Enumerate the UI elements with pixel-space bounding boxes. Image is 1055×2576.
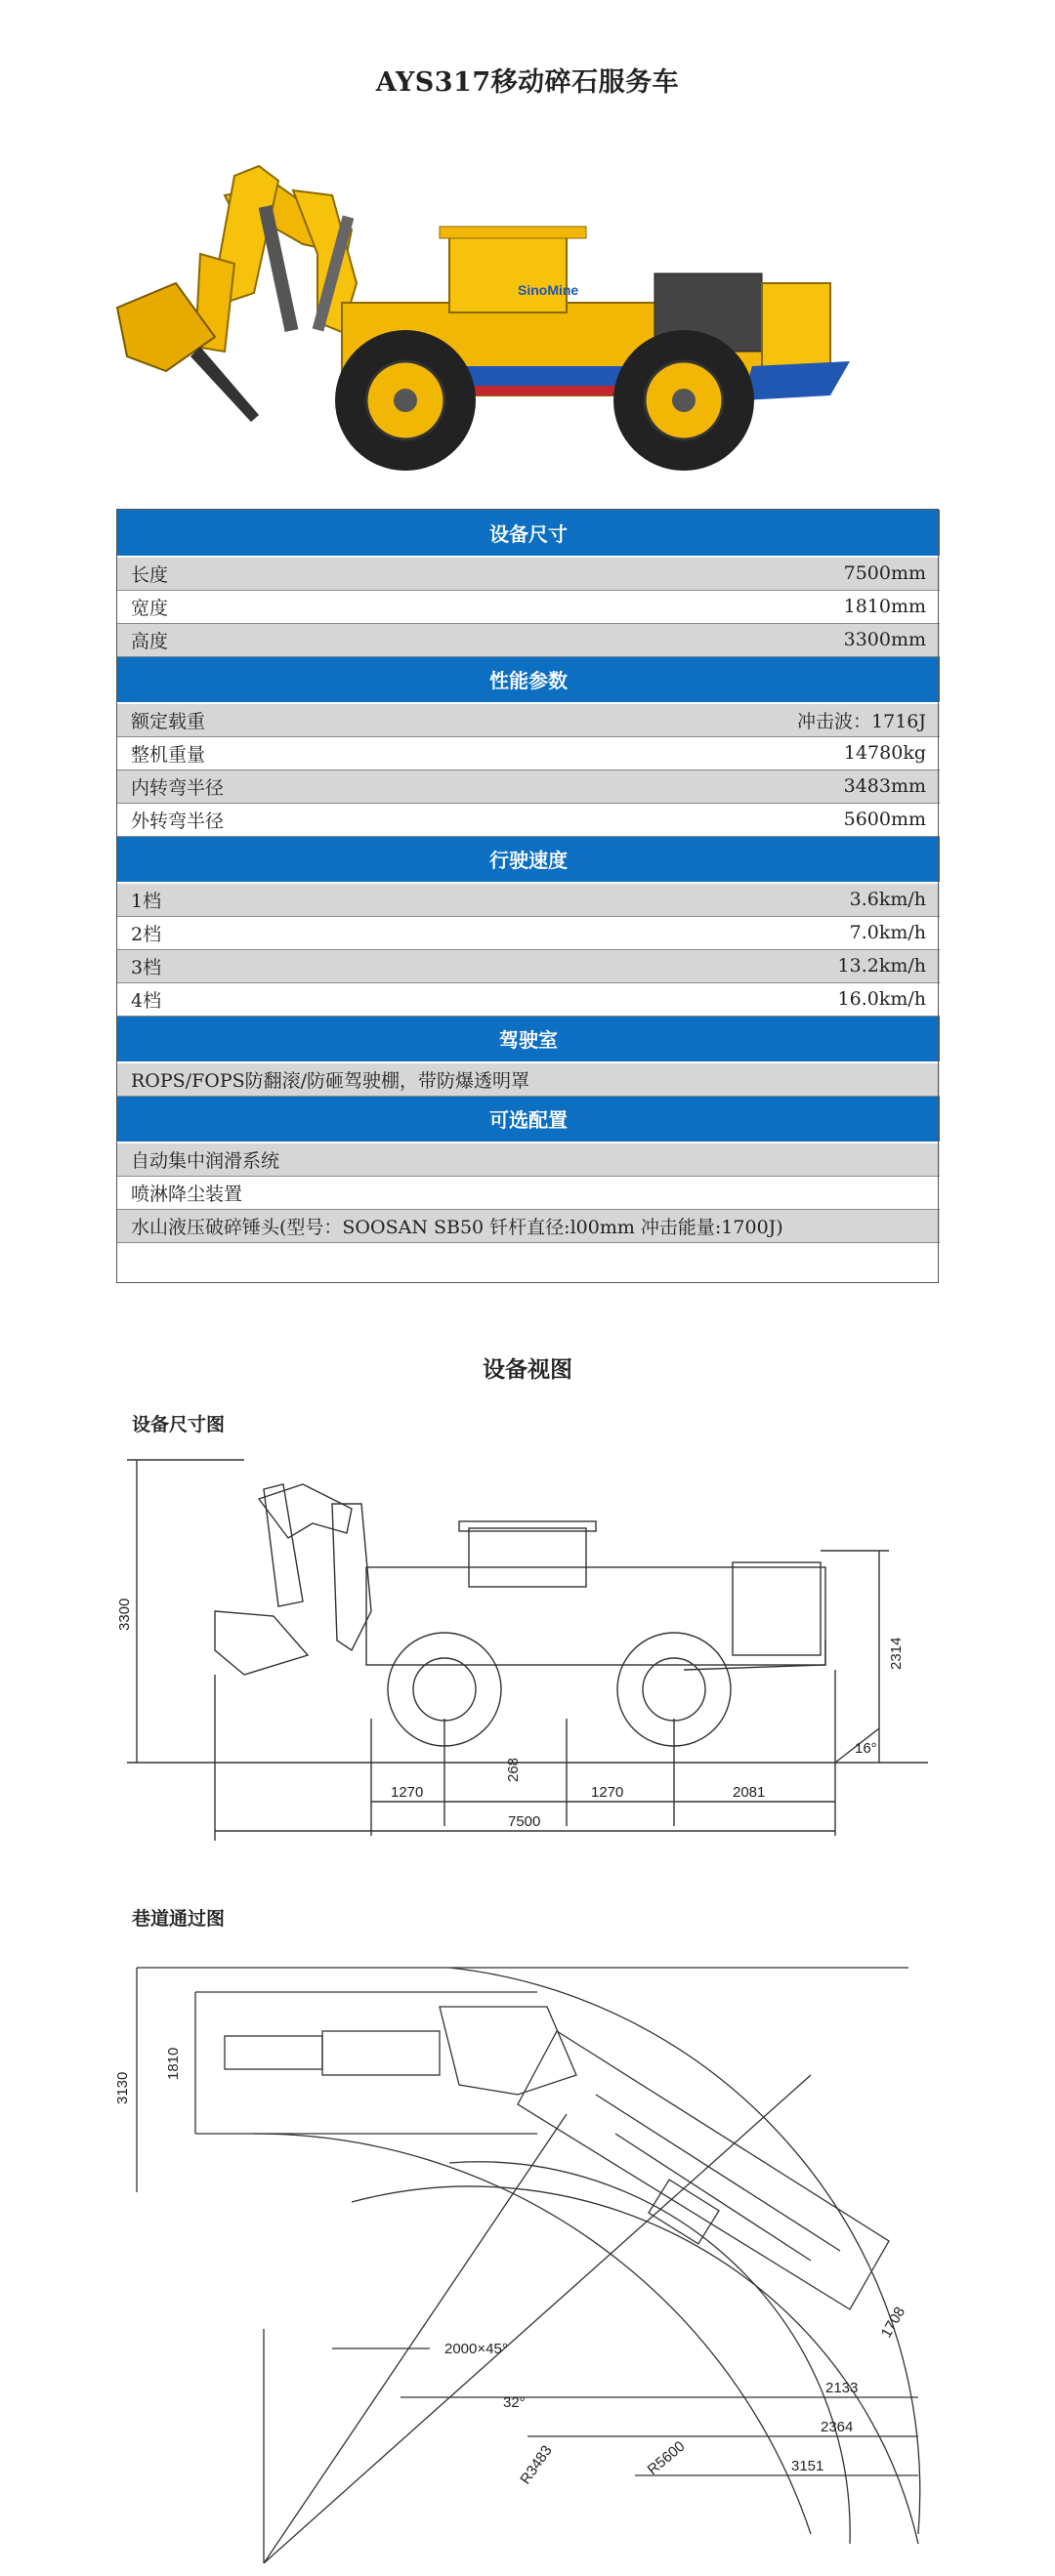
dim-d1: 2133 [825,2380,859,2396]
spec-label: 4档 [131,989,162,1012]
dim-r-outer: R5600 [644,2437,689,2479]
dim-rear: 2081 [733,1784,766,1801]
spec-label: 内转弯半径 [131,776,225,799]
section-header-label: 性能参数 [489,669,568,693]
spec-label: 长度 [131,563,169,586]
spec-row [117,883,940,916]
spec-value: 7.0km/h [849,922,926,943]
dim-side: 1708 [877,2304,909,2341]
spec-label: 额定载重 [131,710,206,732]
dim-angle32: 32° [503,2394,526,2411]
spec-value: 7500mm [843,562,926,585]
dim-wb1: 1270 [391,1784,424,1801]
spec-row [117,916,940,949]
dim-d3: 3151 [791,2458,824,2474]
spec-value: 1810mm [843,596,926,617]
spec-value [794,1176,940,1209]
spec-value: 3300mm [843,629,926,650]
spec-label: 自动集中润滑系统 [131,1149,280,1172]
dim-r-inner: R3483 [517,2442,556,2488]
spec-row [117,982,940,1016]
spec-label: ROPS/FOPS防翻滚/防砸驾驶棚，带防爆透明罩 [131,1069,530,1092]
spec-row [117,1209,940,1242]
section-header-label: 驾驶室 [499,1028,558,1053]
dimension-drawing [107,1445,948,1855]
spec-label: 宽度 [131,597,169,619]
dim-wb2: 1270 [591,1784,624,1801]
page-title: AYS317移动碎石服务车 [375,67,680,98]
spec-value [794,1062,940,1096]
spec-value: 3.6km/h [849,889,926,911]
dim-chamfer: 2000×45° [444,2341,508,2357]
spec-value: 14780kg [843,742,926,764]
section-header-label: 行驶速度 [489,849,568,873]
spec-value: 16.0km/h [837,988,926,1010]
spec-value: 13.2km/h [837,955,926,976]
tunnel-view-title: 巷道通过图 [132,1908,226,1930]
spec-label: 喷淋降尘装置 [131,1183,243,1205]
spec-label: 1档 [131,890,162,912]
dimension-view-title: 设备尺寸图 [132,1414,226,1435]
section-header-label: 设备尺寸 [489,522,568,546]
section-header [117,656,940,703]
vehicle-photo [107,137,948,498]
spec-row [117,803,940,836]
dim-angle: 16° [855,1740,877,1757]
dim-height: 3300 [116,1598,133,1631]
dim-width: 1810 [165,2047,182,2080]
spec-row [117,1176,940,1209]
spec-label: 整机重量 [131,743,206,766]
spec-label: 外转弯半径 [131,810,225,832]
section-header [117,1016,940,1062]
spec-row [117,590,940,623]
spec-value: 冲击波：1716J [797,710,926,732]
spec-row [117,769,940,803]
dim-ground: 268 [505,1757,522,1782]
dim-d2: 2364 [821,2419,854,2435]
spec-value: 3483mm [843,775,926,797]
spec-value [794,1143,940,1176]
spec-table [117,510,940,1243]
spec-value [794,1209,940,1242]
spec-row [117,623,940,656]
spec-label: 2档 [131,923,162,945]
spec-value: 5600mm [843,809,926,830]
tunnel-drawing [107,1938,948,2563]
brand-logo: SinoMine [518,282,579,298]
spec-row [117,1143,940,1176]
spec-row [117,703,940,736]
spec-row [117,1062,940,1096]
dim-length: 7500 [508,1813,541,1830]
spec-row [117,736,940,769]
section-header [117,510,940,557]
spec-label: 3档 [131,956,162,978]
section-header [117,836,940,883]
dim-outer: 3130 [114,2071,131,2104]
spec-row [117,949,940,982]
spec-label: 高度 [131,630,169,652]
spec-label: 水山液压破碎锤头(型号：SOOSAN SB50 钎杆直径:l00mm 冲击能量:1700J) [131,1216,783,1238]
views-title: 设备视图 [483,1356,572,1383]
section-header-label: 可选配置 [489,1108,568,1133]
section-header [117,1096,940,1143]
spec-row [117,557,940,590]
dim-cab-height: 2314 [888,1637,905,1670]
